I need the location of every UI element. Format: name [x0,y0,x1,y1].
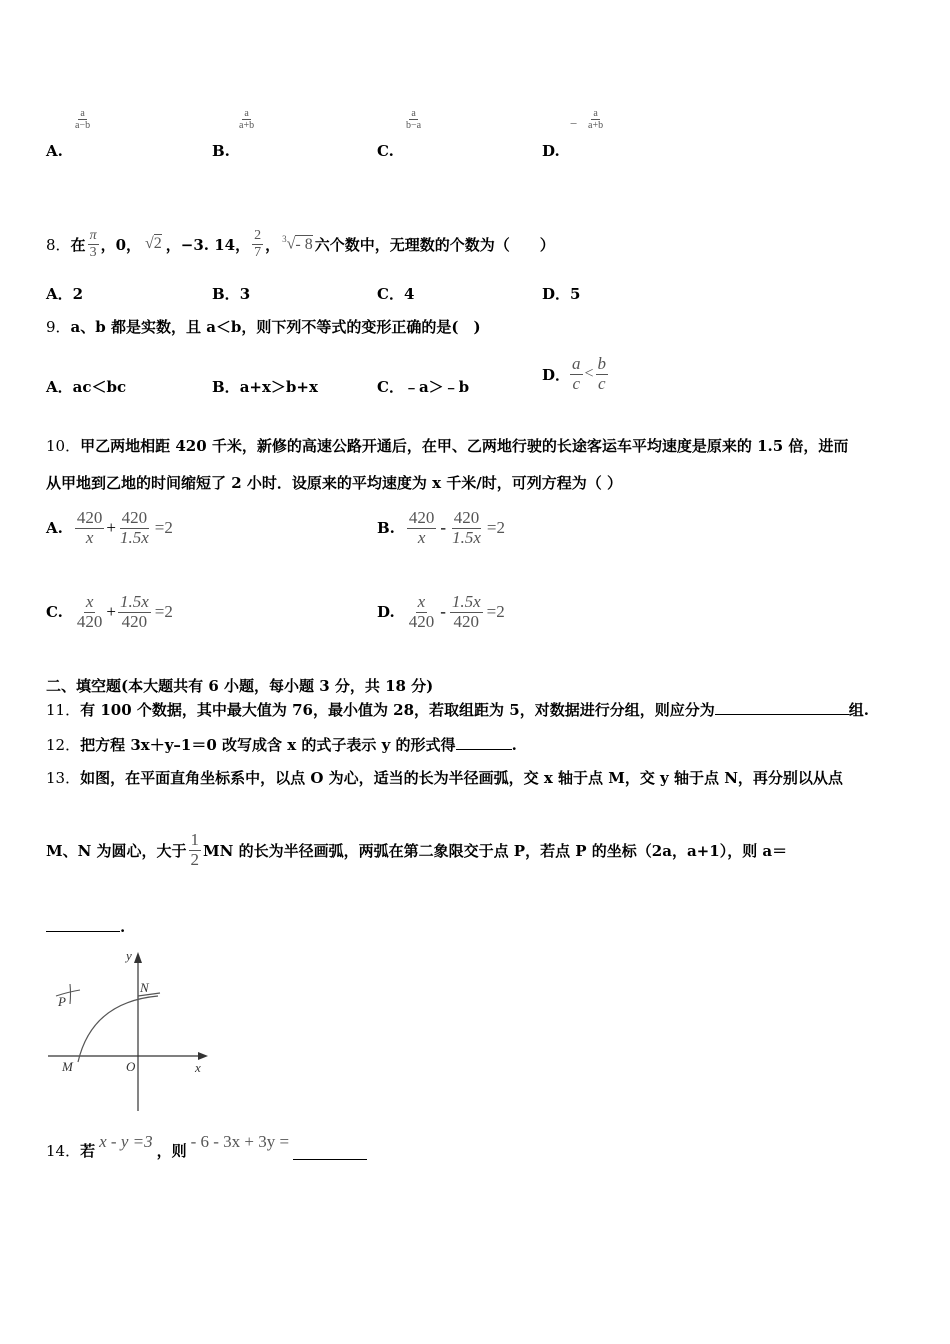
q13-answer-line: . [46,917,125,936]
numerator: a [80,108,85,119]
equals-rhs: =2 [486,602,505,621]
equals-rhs: =2 [486,518,505,537]
answer-blank[interactable] [715,714,849,715]
q8-sep1: ，0， [100,235,142,254]
label-o: O [126,1059,136,1074]
fraction: $\frac{x}{420}$ [76,591,103,631]
numerator: a [411,108,416,119]
q14-lead: 若 [80,1141,96,1160]
fraction [586,108,605,131]
q9-option-a: A．ac＜bc [46,378,127,396]
option-label: C. [46,603,63,621]
q10-option-a [46,504,173,552]
less-than: < [584,365,594,382]
operator: - [440,518,447,537]
denominator: a−b [75,120,91,131]
q8-sep2: ， [265,235,281,254]
q14-mid: ，则 [156,1141,187,1160]
fraction: $\frac{420}{x}$ [76,507,103,547]
fraction: $\frac{420}{1.5x}$ [452,507,481,547]
label-y: y [126,948,132,963]
q8-option-b: B．3 [212,285,251,303]
equals-rhs: =2 [154,602,173,621]
y-axis-arrow [134,952,142,963]
q8-stem [46,222,555,266]
label-m: M [62,1059,73,1074]
q10-stem-line1 [46,435,848,456]
question-number: 9． [46,318,71,336]
question-number: 13． [46,769,81,787]
q14 [46,1132,367,1168]
p-arc-2 [70,984,71,1004]
q8-option-d: D．5 [542,285,581,303]
q12-text: 把方程 3x＋y–1＝0 改写成含 x 的式子表示 y 的形式得 [80,736,456,754]
fraction-a-over-c: $\frac{a}{c}$ [572,353,581,393]
q8-lead: 在 [70,235,86,254]
denominator: b−a [406,120,422,131]
answer-blank[interactable] [293,1141,367,1160]
q11 [46,699,869,720]
denominator: a+b [588,120,604,131]
option-label: D． [542,365,571,384]
q11-tail: 组. [848,701,869,719]
arc-mn [78,996,158,1062]
sqrt-expression: √2 [145,235,162,252]
two-sevenths-fraction [252,228,263,260]
numerator: 2 [254,228,262,244]
label-n: N [140,980,149,995]
q10-stem-line2: 从甲地到乙地的时间缩短了 2 小时．设原来的平均速度为 x 千米/时，可列方程为（ ） [46,474,622,492]
question-number: 12． [46,736,81,754]
q13-text-1: 如图，在平面直角坐标系中，以点 O 为心，适当的长为半径画弧，交 x 轴于点 M，交 y 轴于点 N，再分别以从点 [80,769,843,787]
operator: + [106,518,116,537]
equals-rhs: =2 [154,518,173,537]
option-label: D. [542,142,560,160]
fraction [404,108,423,131]
option-label: B. [212,142,230,160]
q8-option-a: A．2 [46,285,84,303]
q14-condition: x - y =3 [99,1132,153,1151]
x-axis-arrow [198,1052,208,1060]
q9-option-b: B．a+x＞b+x [212,378,318,396]
option-label: C. [377,142,394,160]
q11-text: 有 100 个数据，其中最大值为 76，最小值为 28，若取组距为 5，对数据进行分组，则应分为 [80,701,715,719]
q13-coordinate-figure [40,946,220,1116]
question-number: 10． [46,437,81,455]
q8-mid: ，−3. 14， [165,235,251,254]
option-label: A. [46,519,63,537]
denominator: a+b [239,120,255,131]
minus-sign: − [570,116,578,131]
numerator: a [593,108,598,119]
operator: - [440,602,446,621]
option-label: B. [377,519,395,537]
q13-line1 [46,767,843,788]
fraction: $\frac{420}{1.5x}$ [119,507,149,547]
cube-root-expression: $^3$√- 8 [282,234,313,253]
fraction [237,108,256,131]
fraction: $\frac{420}{x}$ [408,507,435,547]
q13-text-2b: MN 的长为半径画弧，两弧在第二象限交于点 P，若点 P 的坐标（2a，a+1），则 a＝ [203,841,788,860]
pi-over-3-fraction [88,228,99,260]
fraction: $\frac{1.5x}{420}$ [451,591,481,631]
q10-option-c [46,588,173,636]
answer-blank[interactable] [46,917,120,932]
label-x: x [195,1060,201,1075]
section-2-title: 二、填空题(本大题共有 6 小题，每小题 3 分，共 18 分) [46,677,434,695]
q14-expression: - 6 - 3x + 3y = [190,1132,290,1151]
q13-text-2a: M、N 为圆心，大于 [46,841,187,860]
q9-text: a、b 都是实数，且 a＜b，则下列不等式的变形正确的是( ) [70,318,481,336]
fraction: $\frac{x}{420}$ [408,591,435,631]
fraction-b-over-c: $\frac{b}{c}$ [597,353,607,393]
answer-blank[interactable] [456,749,512,750]
question-number: 8． [46,235,71,254]
operator: + [106,602,116,621]
fraction: $\frac{1.5x}{420}$ [120,591,149,631]
q10-option-b [377,504,505,552]
denominator: 7 [254,244,262,260]
q12 [46,734,517,755]
fraction [73,108,92,131]
q8-option-c: C．4 [377,285,415,303]
option-label: D. [377,603,395,621]
q9-option-d [542,350,608,398]
root-index: 3 [282,234,287,245]
option-label: A. [46,142,63,160]
q9-stem [46,316,481,337]
q10-text-1: 甲乙两地相距 420 千米，新修的高速公路开通后，在甲、乙两地行驶的长途客运车平均速度是原来的 1.5 倍，进而 [80,437,849,455]
q12-tail: . [511,736,517,754]
q8-tail: 六个数中，无理数的个数为（ ） [314,235,555,254]
radicand: 2 [153,235,162,252]
radicand: - 8 [295,235,313,253]
q9-option-c: C．﹣a＞﹣b [377,378,470,396]
numerator: a [244,108,249,119]
q10-option-d [377,588,505,636]
q13-line2 [46,826,787,874]
label-p: P [58,994,66,1009]
one-half-fraction: $\frac{1}{2}$ [190,829,200,869]
question-number: 11． [46,701,81,719]
question-number: 14． [46,1141,81,1160]
denominator: 3 [89,244,97,260]
numerator: π [89,228,97,244]
